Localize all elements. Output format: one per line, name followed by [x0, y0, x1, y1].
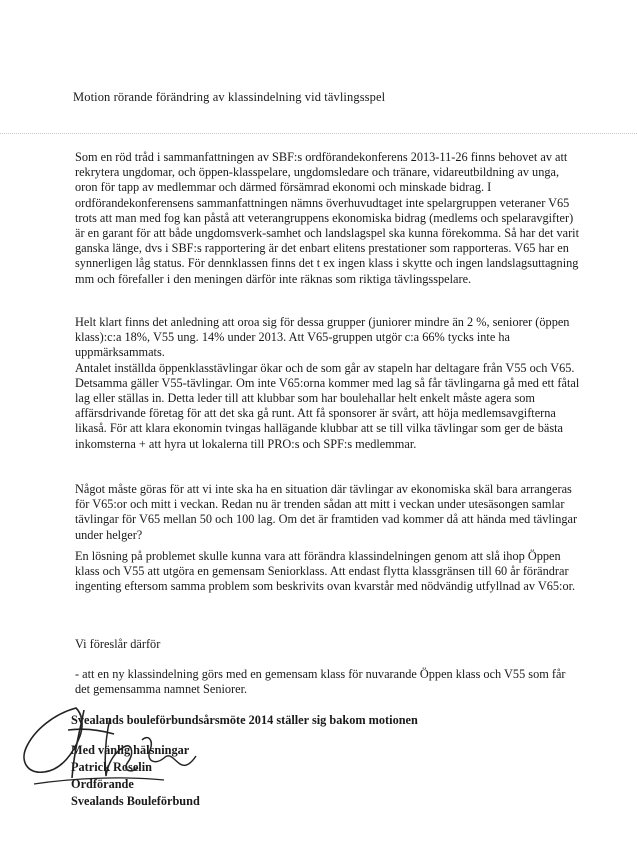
signer-name: Patrick Roselin [71, 760, 152, 774]
paragraph-1 [75, 150, 580, 287]
proposal-item-text: - att en ny klassindelning görs med en gemensam klass för nuvarande Öppen klass och V55 som får det gemensamma namnet Seniorer. [75, 667, 566, 697]
proposal-item [75, 667, 580, 697]
paragraph-4-text: En lösning på problemet skulle kunna vara att förändra klassindelningen genom att slå ihop Öppen klass och V55 att utgöra en gemensam Seniorklass. Att endast flytta klassgränsen till 60 år förändrar ingenting eftersom samma problem som beskrivits ovan kvarstår med nödvändig utfyllnad av V65:or. [75, 549, 576, 594]
statement: Svealands bouleförbundsårsmöte 2014 ställer sig bakom motionen [71, 713, 418, 727]
proposal-heading-text: Vi föreslår därför [75, 637, 161, 651]
signer-org: Svealands Bouleförbund [71, 794, 200, 808]
greeting: Med vänlig hälsningar [71, 743, 190, 757]
paragraph-3 [75, 482, 580, 543]
separator-line [0, 133, 637, 134]
document-title: Motion rörande förändring av klassindelning vid tävlingsspel [73, 90, 386, 104]
paragraph-3-text: Något måste göras för att vi inte ska ha en situation där tävlingar av ekonomiska skäl bara arrangeras för V65:or och mitt i veckan. Redan nu är trenden sådan att mitt i veckan under utesäsongen samlar tävlingar för V65 mellan 50 och 100 lag. Om det är framtiden vad kommer då att hända med tävlingar under helger? [75, 482, 578, 542]
paragraph-1-text: Som en röd tråd i sammanfattningen av SBF:s ordförandekonferens 2013-11-26 finns behovet av att rekrytera ungdomar, och öppen-klasspelare, ungdomsledare och tränare, vidareutbildning av unga, oron för tapp av medlemmar och därmed försämrad ekonomi och minskade bidrag. I ordförandekonferensens sammanfattningen nämns överhuvudtaget inte spelargruppen veteraner V65 trots att man med fog kan påstå att veterangruppens ekonomiska bidrag (medlems och spelaravgifter) är en garant för att både ungdomsverk-samhet och landslagspel ska kunna förekomma. Så har det varit ganska länge, dvs i SBF:s rapportering är det enbart elitens prestationer som rapporteras. V65 har en synnerligen låg status. För dennklassen finns det t ex ingen klass i skytte och ingen landslagsuttagning mm och förefaller i den meningen därför inte räknas som riktiga tävlingsspelare. [75, 150, 580, 286]
paragraph-2-text: Helt klart finns det anledning att oroa sig för dessa grupper (juniorer mindre än 2 %, seniorer (öppen klass):c:a 18%, V55 ung. 14% under 2013. Att V65-gruppen utgör c:a 66% tycks inte ha uppmärksammats. Antalet inställda öppenklasstävlingar ökar och de som går av stapeln har deltagare från V55 och V65. Detsamma gäller V55-tävlingar. Om inte V65:orna kommer med lag så får tävlingarna gå med ett fåtal lag eller ställas in. Detta leder till att klubbar som har boulehallar helt enkelt måste agera som affärsdrivande företag för att det ska gå runt. Att få sponsorer är svårt, att höja medlemsavgifterna likaså. För att klara ekonomin tvingas hallägande klubbar att se till vilka tävlingar som ger de bästa inkomsterna + att hyra ut lokalerna till PRO:s och SPF:s medlemmar. [75, 315, 580, 451]
paragraph-2 [75, 315, 580, 452]
signer-role: Ordförande [71, 777, 134, 791]
paragraph-4 [75, 549, 580, 595]
proposal-heading [75, 637, 580, 652]
handwritten-signature [14, 700, 204, 795]
